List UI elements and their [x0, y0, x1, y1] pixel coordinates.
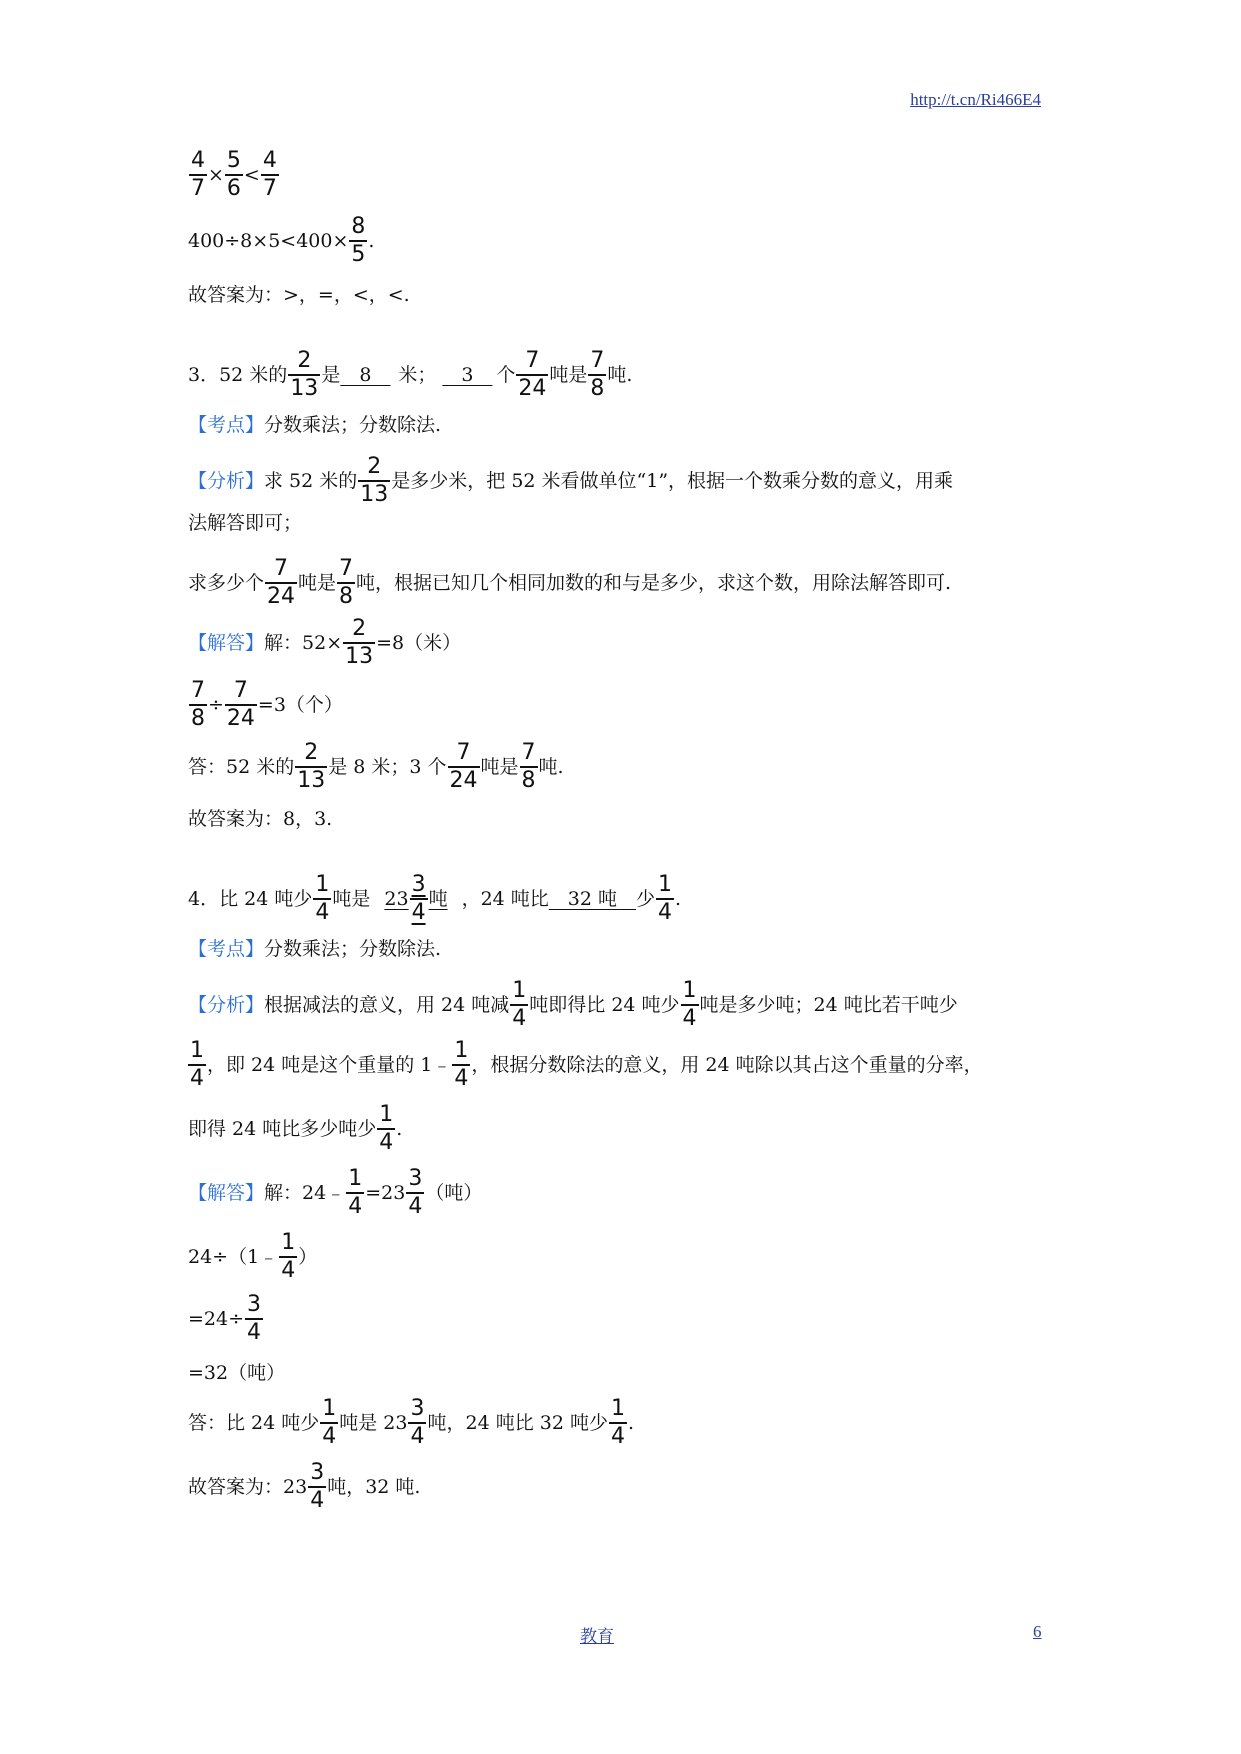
analysis: 【分析】 根据减法的意义，用 24 吨减 $\frac{1}{4}$ 吨即得比 24 吨少 $\frac{1}{4}$ 吨是多少吨；24 吨比若干吨少 [188, 978, 958, 1031]
fraction: $\frac{4}{7}$ [262, 148, 277, 201]
fraction: $\frac{5}{6}$ [226, 148, 241, 201]
knowledge-point: 【考点】 分数乘法；分数除法. [188, 414, 442, 436]
solution-step: =32（吨） [188, 1362, 286, 1384]
analysis-cont: 即得 24 吨比多少吨少 $\frac{1}{4}$ . [188, 1102, 403, 1155]
answer-blank-2: 32 吨 [548, 887, 637, 910]
analysis: 【分析】 求 52 米的 $\frac{2}{13}$ 是多少米，把 52 米看做单位“1”，根据一个数乘分数的意义，用乘 [188, 454, 954, 507]
answer: 答：52 米的 $\frac{2}{13}$ 是 8 米；3 个 $\frac{7}{24}$ 吨是 $\frac{7}{8}$ 吨. [188, 740, 564, 793]
analysis-cont: $\frac{1}{4}$ ，即 24 吨是这个重量的 1﹣ $\frac{1}{4}$ ，根据分数除法的意义，用 24 吨除以其占这个重量的分率， [190, 1038, 983, 1091]
footer-link[interactable]: 教育 [580, 1627, 614, 1646]
solution-step: 24÷（1﹣ $\frac{1}{4}$ ） [188, 1230, 318, 1283]
answer-blank-2: 3 [442, 363, 493, 386]
answer-blank-1: 23 $\frac{3}{4}$ 吨 [384, 872, 448, 925]
answer-blank-1: 8 [340, 363, 391, 386]
solution: 【解答】 解：52× $\frac{2}{13}$ =8（米） [188, 616, 462, 669]
question-3: 3．52 米的 $\frac{2}{13}$ 是 8 米； 3 个 $\frac{7}{24}$ 吨是 $\frac{7}{8}$ 吨. [188, 348, 633, 401]
comparison-line-1: $\frac{4}{7}$ × $\frac{5}{6}$ < $\frac{4}{7}$ [191, 148, 277, 201]
knowledge-point: 【考点】 分数乘法；分数除法. [188, 938, 442, 960]
analysis-cont: 法解答即可； [188, 512, 303, 534]
page-number: 6 [1033, 1622, 1042, 1641]
analysis-cont: 求多少个 $\frac{7}{24}$ 吨是 $\frac{7}{8}$ 吨，根据已知几个相同加数的和与是多少，求这个数，用除法解答即可. [188, 556, 952, 609]
solution-step: =24÷ $\frac{3}{4}$ [188, 1292, 262, 1345]
final-answer: 故答案为：8，3. [188, 808, 333, 830]
answer: 答：比 24 吨少 $\frac{1}{4}$ 吨是 23 $\frac{3}{4}$ 吨，24 吨比 32 吨少 $\frac{1}{4}$ . [188, 1396, 635, 1449]
question-4: 4．比 24 吨少 $\frac{1}{4}$ 吨是 23 $\frac{3}{4}$ 吨 ，24 吨比 32 吨 少 $\frac{1}{4}$ . [188, 872, 682, 925]
answer-line: 故答案为：>，=，<，<. [188, 284, 410, 306]
source-link[interactable]: http://t.cn/Ri466E4 [910, 90, 1041, 109]
fraction: $\frac{4}{7}$ [191, 148, 205, 201]
fraction: $\frac{8}{5}$ [351, 214, 366, 267]
final-answer: 故答案为：23 $\frac{3}{4}$ 吨，32 吨. [188, 1460, 421, 1513]
solution: 【解答】 解：24﹣ $\frac{1}{4}$ =23 $\frac{3}{4}$ （吨） [188, 1166, 483, 1219]
comparison-line-2: 400÷8×5<400× $\frac{8}{5}$ . [188, 214, 375, 267]
solution-step: $\frac{7}{8}$ ÷ $\frac{7}{24}$ =3（个） [191, 678, 343, 731]
